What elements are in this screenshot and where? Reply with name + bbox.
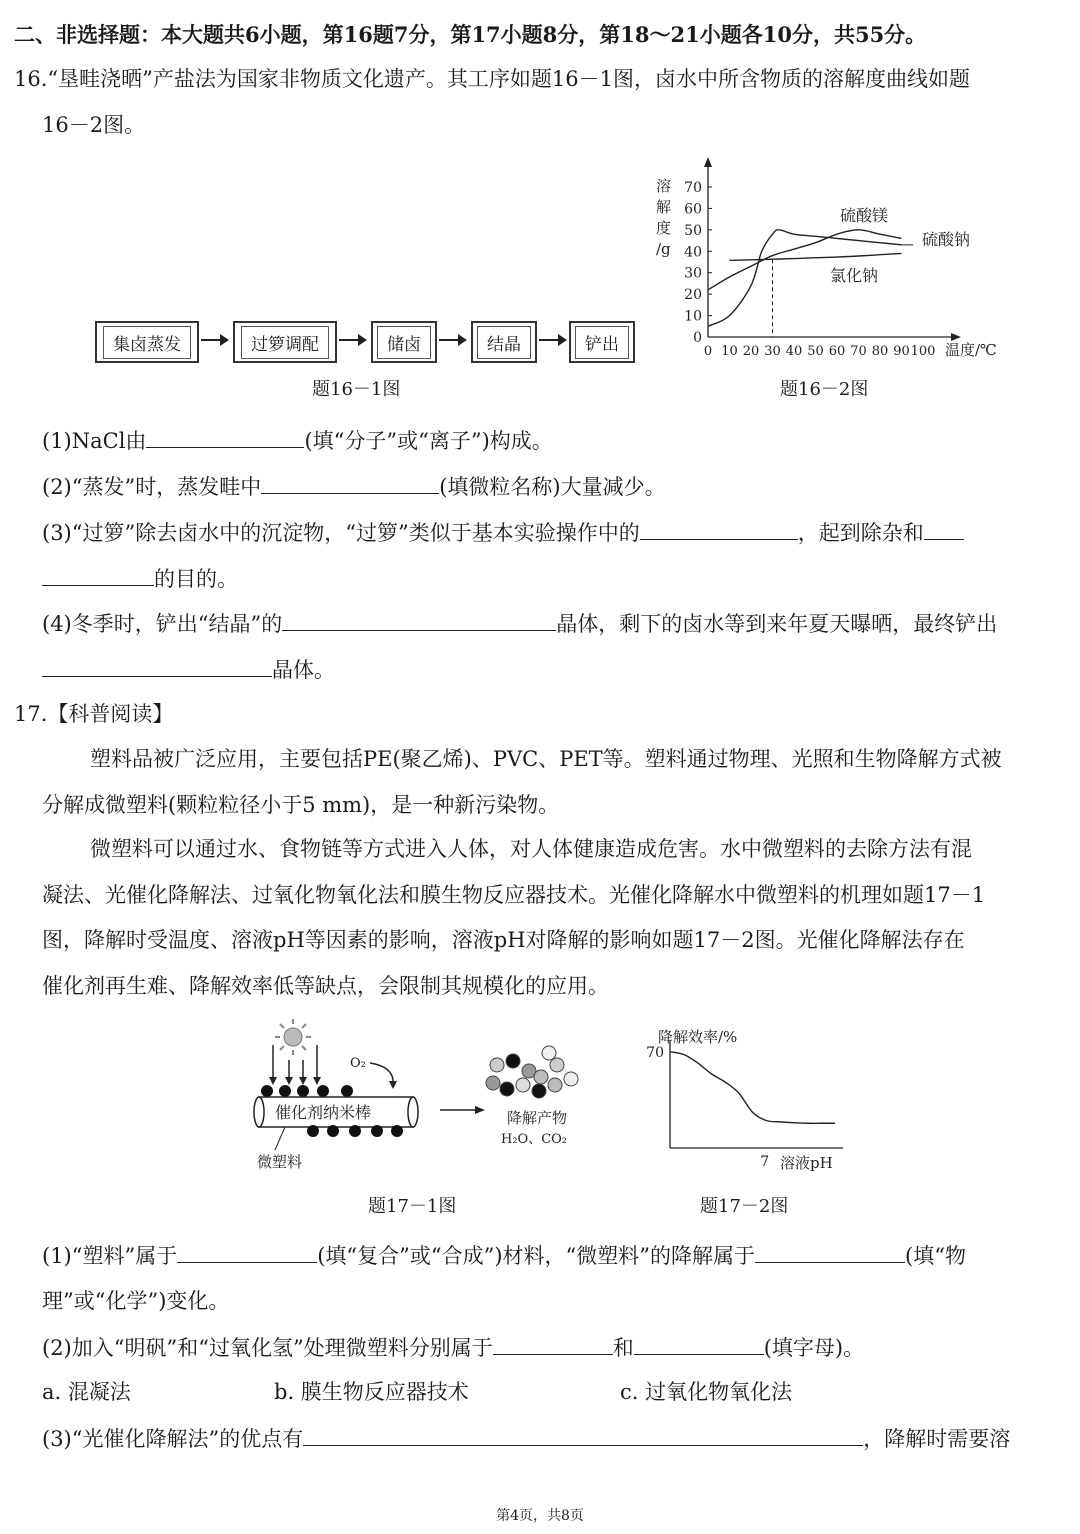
y-tick-label: 70: [646, 1044, 664, 1061]
x-tick-label: 20: [742, 344, 760, 359]
q16-sub4-cont: 晶体。: [42, 654, 1066, 685]
option-c[interactable]: c. 过氧化物氧化法: [620, 1380, 793, 1404]
q17-sub1: (1)“塑料”属于 (填“复合”或“合成”)材料，“微塑料”的降解属于 (填“物: [42, 1240, 1066, 1271]
solubility-chart: [650, 155, 1070, 370]
series-label-2: 氯化钠: [830, 266, 879, 285]
q17-p1-line2: 分解成微塑料(颗粒粒径小于5 mm)，是一种新污染物。: [42, 793, 560, 817]
product-formula: H₂O、CO₂: [501, 1132, 568, 1147]
series-label-1: 硫酸钠: [922, 230, 971, 249]
x-tick-label: 70: [850, 344, 867, 359]
q17-sub3: (3)“光催化降解法”的优点有 ，降解时需要溶: [42, 1423, 1066, 1454]
answer-blank[interactable]: [640, 517, 798, 540]
x-tick-label: 90: [893, 344, 910, 359]
light-arrows: [273, 1045, 317, 1080]
sun-icon: [275, 1019, 311, 1055]
page-footer: 第4页，共8页: [496, 1508, 584, 1524]
flow-step-5: 铲出: [569, 321, 635, 363]
x-tick-label: 80: [871, 344, 889, 359]
q17-options: [42, 1377, 1066, 1407]
product-molecules: [486, 1046, 578, 1098]
y-tick-label: 20: [684, 287, 702, 304]
microplastic-label: 微塑料: [257, 1153, 303, 1171]
y-axis-arrow: [704, 157, 712, 167]
x-tick-label: 30: [764, 344, 781, 359]
product-label: 降解产物: [507, 1109, 568, 1127]
series-line-2: [730, 253, 902, 260]
y-tick-label: 40: [684, 244, 702, 261]
fig17-2-caption: 题17－2图: [700, 1196, 789, 1217]
q16-stem-line2: 16－2图。: [42, 113, 146, 137]
photocatalysis-mechanism-diagram: [245, 1015, 605, 1185]
y-tick-label: 70: [684, 180, 702, 196]
q17-title: 17.【科普阅读】: [14, 702, 174, 726]
x-axis-label: 温度/℃: [945, 341, 997, 359]
leader-line: [275, 1127, 285, 1150]
y-axis-label: 解: [656, 198, 672, 216]
q17-p2-line2: 凝法、光催化降解法、过氧化物氧化法和膜生物反应器技术。光催化降解水中微塑料的机理如题17－1: [42, 883, 986, 907]
flow-step-1: 集卤蒸发: [95, 321, 199, 363]
y-tick-label: 50: [684, 222, 702, 239]
x-tick-label: 50: [807, 344, 824, 359]
fig17-1-caption: 题17－1图: [368, 1196, 457, 1217]
q16-sub4: (4)冬季时，铲出“结晶”的 晶体，剩下的卤水等到来年夏天曝晒，最终铲出: [42, 608, 1066, 639]
q16-sub1: (1)NaCl由 (填“分子”或“离子”)构成。: [42, 425, 1066, 456]
answer-blank[interactable]: [42, 654, 272, 677]
x-tick-label: 100: [910, 344, 936, 359]
x-tick-label: 10: [721, 344, 738, 359]
answer-blank[interactable]: [177, 1240, 317, 1263]
q17-sub1-cont: 理”或“化学”)变化。: [42, 1289, 230, 1313]
y-axis-label: 溶: [656, 177, 672, 195]
answer-blank[interactable]: [42, 563, 154, 586]
q16-sub3: (3)“过箩”除去卤水中的沉淀物，“过箩”类似于基本实验操作中的 ，起到除杂和: [42, 517, 1066, 548]
flow-arrow: [439, 339, 465, 341]
x-tick-label: 0: [703, 344, 713, 359]
y-axis-label: 降解效率/%: [658, 1028, 738, 1046]
flow-step-3: 储卤: [371, 321, 437, 363]
answer-blank[interactable]: [303, 1423, 863, 1446]
x-axis-label: 溶液pH: [780, 1154, 833, 1172]
y-tick-label: 10: [684, 308, 702, 325]
y-axis-label: 度: [656, 219, 672, 237]
y-tick-label: 60: [684, 201, 702, 218]
fig16-1-caption: 题16－1图: [312, 379, 401, 400]
flow-step-4: 结晶: [471, 321, 537, 363]
answer-blank[interactable]: [755, 1240, 905, 1263]
q17-p2-line4: 催化剂再生难、降解效率低等缺点，会限制其规模化的应用。: [42, 974, 609, 998]
q17-sub2: (2)加入“明矾”和“过氧化氢”处理微塑料分别属于 和 (填字母)。: [42, 1332, 1066, 1363]
flow-arrow: [201, 339, 227, 341]
process-flow-diagram: [95, 321, 635, 361]
flow-arrow: [539, 339, 565, 341]
fig16-2-caption: 题16－2图: [780, 379, 869, 400]
answer-blank[interactable]: [146, 425, 304, 448]
x-tick-label: 40: [785, 344, 803, 359]
answer-blank[interactable]: [634, 1332, 764, 1355]
option-a[interactable]: a. 混凝法: [42, 1380, 131, 1404]
degradation-ph-chart: [640, 1018, 860, 1178]
series-line-0: [670, 1052, 835, 1124]
x-axis-arrow: [951, 333, 961, 341]
y-tick-label: 0: [693, 330, 702, 346]
answer-blank[interactable]: [924, 517, 964, 540]
rod-label: 催化剂纳米棒: [275, 1103, 372, 1122]
flow-step-2: 过箩调配: [233, 321, 337, 363]
answer-blank[interactable]: [282, 608, 556, 631]
x-tick-label: 7: [760, 1154, 770, 1170]
y-tick-label: 30: [684, 265, 702, 282]
y-axis-label: /g: [656, 240, 671, 258]
q16-sub2: (2)“蒸发”时，蒸发畦中 (填微粒名称)大量减少。: [42, 471, 1066, 502]
x-tick-label: 60: [828, 344, 846, 359]
flow-arrow: [339, 339, 365, 341]
o2-label: O₂: [350, 1056, 366, 1071]
answer-blank[interactable]: [493, 1332, 613, 1355]
q16-sub3-cont: 的目的。: [42, 563, 1066, 594]
q17-p2-line1: 微塑料可以通过水、食物链等方式进入人体，对人体健康造成危害。水中微塑料的去除方法有混: [90, 837, 972, 861]
q17-p2-line3: 图，降解时受温度、溶液pH等因素的影响，溶液pH对降解的影响如题17－2图。光催化降解法存在: [42, 928, 965, 952]
series-label-0: 硫酸镁: [840, 206, 889, 225]
answer-blank[interactable]: [261, 471, 439, 494]
section-header: 二、非选择题：本大题共6小题，第16题7分，第17小题8分，第18～21小题各10分，共55分。: [14, 22, 927, 47]
q17-p1-line1: 塑料品被广泛应用，主要包括PE(聚乙烯)、PVC、PET等。塑料通过物理、光照和生物降解方式被: [90, 747, 1002, 771]
microplastic-particles: [261, 1085, 353, 1097]
option-b[interactable]: b. 膜生物反应器技术: [274, 1380, 469, 1404]
q16-stem-line1: 16.“垦畦浇晒”产盐法为国家非物质文化遗产。其工序如题16－1图，卤水中所含物质的溶解度曲线如题: [14, 67, 970, 91]
